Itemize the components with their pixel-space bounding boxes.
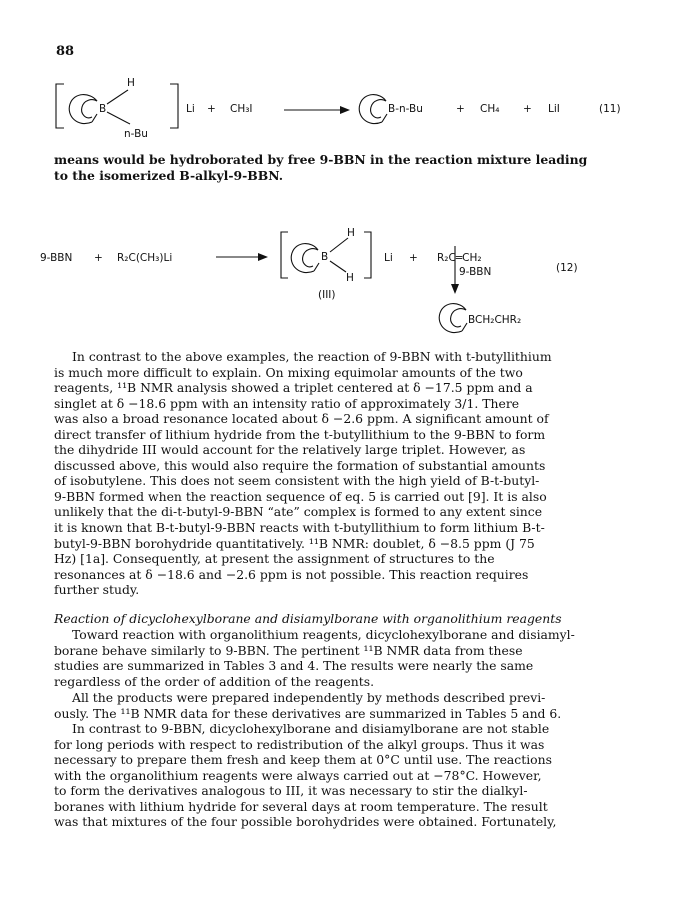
eq11-h: H (127, 77, 135, 89)
eq12-plus2: + (409, 252, 418, 264)
eq12-li: Li (384, 252, 393, 264)
eq11-plus3: + (523, 103, 532, 115)
eq12-reactant2: R₂C(CH₃)Li (117, 252, 173, 264)
paragraph-intro: means would be hydroborated by free 9-BBN in the reaction mixture leading to the isomerized B-alkyl-9-BBN. (54, 152, 588, 183)
eq12-h-bottom: H (346, 272, 354, 284)
eq11-ch4: CH₄ (480, 103, 500, 115)
eq12-product: BCH₂CHR₂ (468, 314, 522, 326)
bracket12-right (364, 232, 371, 278)
eq11-plus1: + (207, 103, 216, 115)
eq12-reactant1: 9-BBN (40, 252, 73, 264)
eq11-product: B-n-Bu (388, 103, 423, 115)
paragraph-toward: Toward reaction with organolithium reagents, dicyclohexylborane and disiamyl- borane behave similarly to 9-BBN. The pertinent ¹¹B NMR data from these studies are summarized in Tables 3 and 4. The results were nearly the same regardless of the order of addition of the reagents. (54, 627, 575, 689)
eq12-number: (12) (556, 262, 578, 274)
eq11-b: B (99, 103, 107, 115)
eq11-number: (11) (599, 103, 621, 115)
reaction-scheme-12 (0, 0, 680, 360)
paragraph-in-contrast: In contrast to 9-BBN, dicyclohexylborane and disiamylborane are not stable for long periods with respect to redistribution of the alkyl groups. Thus it was necessary to prepare them fresh and keep them at 0°C until use. The reactions with the organolithium reagents were always carried out at −78°C. However, to form the derivatives analogous to III, it was necessary to stir the dialkyl- boranes with lithium hydride for several days at room temperature. The result was that mixtures of the four possible borohydrides were obtained. Fortunately, (54, 721, 557, 830)
paragraph-contrast: In contrast to the above examples, the reaction of 9-BBN with t-butyllithium is much more difficult to explain. On mixing equimolar amounts of the two reagents, ¹¹B NMR analysis showed a triplet centered at δ −17.5 ppm and a singlet at δ −18.6 ppm with an intensity ratio of approximately 3/1. There was also a broad resonance located about δ −2.6 ppm. A significant amount of direct transfer of lithium hydride from the t-butyllithium to the 9-BBN to form the dihydride III would account for the relatively large triplet. However, as discussed above, this would also require the formation of substantial amounts of isobutylene. This does not seem consistent with the high yield of B-t-butyl- 9-BBN formed when the reaction sequence of eq. 5 is carried out [9]. It is also unlikely that the di-t-butyl-9-BBN “ate” complex is formed to any extent since it is known that B-t-butyl-9-BBN reacts with t-butyllithium to form lithium B-t- butyl-9-BBN borohydride quantitatively. ¹¹B NMR: doublet, δ −8.5 ppm (J 75 Hz) [1a]. Consequently, at present the assignment of structures to the resonances at δ −18.6 and −2.6 ppm is not possible. This reaction requires further study. (54, 349, 552, 598)
eq12-b: B (321, 251, 329, 263)
eq12-plus1: + (94, 252, 103, 264)
eq11-reagent: CH₃I (230, 103, 253, 115)
paragraph-all-products: All the products were prepared independently by methods described previ- ously. The ¹¹B NMR data for these derivatives are summarized in Tables 5 and 6. (54, 690, 562, 721)
eq11-plus2: + (456, 103, 465, 115)
eq12-alkene: R₂C═CH₂ (437, 252, 482, 264)
eq11-lii: LiI (548, 103, 560, 115)
bracket12-left (281, 232, 288, 278)
page-number: 88 (56, 44, 75, 59)
eq12-reagent-down: 9-BBN (459, 266, 492, 278)
eq12-label-iii: (III) (318, 289, 336, 301)
eq11-li: Li (186, 103, 195, 115)
eq12-h-top: H (347, 227, 355, 239)
eq11-nbu: n-Bu (124, 128, 148, 140)
section-heading: Reaction of dicyclohexylborane and disiamylborane with organolithium reagents (54, 611, 562, 626)
